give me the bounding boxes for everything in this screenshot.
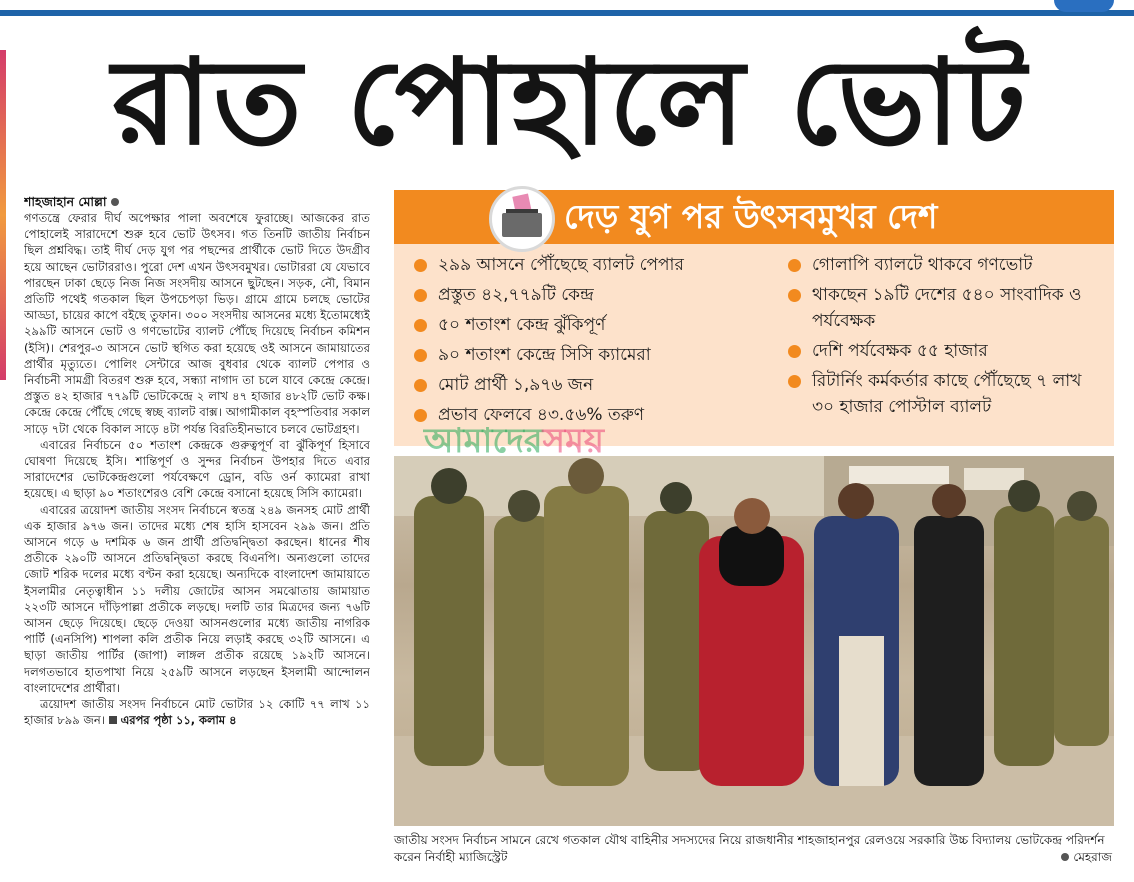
highlight-text: থাকছেন ১৯টি দেশের ৫৪০ সাংবাদিক ও পর্যবেক্ষক xyxy=(812,285,1082,331)
highlight-item xyxy=(412,252,772,278)
bullet-dot-icon xyxy=(788,345,801,358)
headline: রাত পোহালে ভোট xyxy=(112,32,1028,171)
highlights-title: দেড় যুগ পর উৎসবমুখর দেশ xyxy=(564,197,938,236)
ballot-box-shape xyxy=(502,213,542,237)
bullet-dot-icon xyxy=(414,289,427,302)
highlight-item xyxy=(786,368,1106,420)
ballot-box-icon xyxy=(489,186,555,252)
highlight-item xyxy=(412,372,772,398)
adjacent-column-edge xyxy=(0,50,6,380)
highlights-right-list xyxy=(786,252,1106,424)
highlight-item xyxy=(412,312,772,338)
continuation-jump[interactable] xyxy=(109,713,237,727)
bullet-dot-icon xyxy=(414,349,427,362)
article-paragraph: এবারের নির্বাচনে ৫০ শতাংশ কেন্দ্রকে গুরুত্বপূর্ণ বা ঝুঁকিপূর্ণ হিসাবে ঘোষণা দিয়েছে ইসি। শান্তিপূর্ণ ও সুন্দর নির্বাচন উপহার দিতে এবার সারাদেশের ভোটকেন্দ্রগুলো পর্যবেক্ষণে ড্রোন, বডি ওর্ন ক্যামেরা রাখা হয়েছে। এ ছাড়া ৯০ শতাংশেরও বেশি কেন্দ্রে বসানো হয়েছে সিসি ক্যামেরা। xyxy=(24,437,370,501)
highlight-text: ৫০ শতাংশ কেন্দ্র ঝুঁকিপূর্ণ xyxy=(438,315,606,335)
jump-text: এরপর পৃষ্ঠা ১১, কলাম ৪ xyxy=(120,713,237,728)
highlight-text: প্রস্তুত ৪২,৭৭৯টি কেন্দ্র xyxy=(438,285,594,305)
byline-name: শাহজাহান মোল্লা xyxy=(24,194,107,209)
photo-credit xyxy=(1061,849,1112,869)
publisher-watermark xyxy=(424,418,724,464)
corner-photo xyxy=(1054,0,1114,12)
credit-text: মেহরাজ xyxy=(1073,850,1112,864)
highlight-item xyxy=(412,282,772,308)
bullet-dot-icon xyxy=(414,319,427,332)
article-paragraph-text: ত্রয়োদশ জাতীয় সংসদ নির্বাচনে মোট ভোটার ১২ কোটি ৭৭ লাখ ১১ হাজার ৮৯৯ জন। xyxy=(24,697,370,728)
highlight-item xyxy=(786,252,1106,278)
highlight-text: ৯০ শতাংশ কেন্দ্রে সিসি ক্যামেরা xyxy=(438,345,651,365)
watermark-part-a: আমাদের xyxy=(424,421,543,461)
highlight-text: প্রভাব ফেলবে ৪৩.৫৬% তরুণ xyxy=(438,405,645,425)
highlight-text: ২৯৯ আসনে পৌঁছেছে ব্যালট পেপার xyxy=(438,255,684,275)
highlights-box xyxy=(394,190,1114,446)
highlight-item xyxy=(786,338,1106,364)
highlight-item xyxy=(412,342,772,368)
news-photo xyxy=(394,456,1114,826)
article-paragraph-last xyxy=(24,696,370,728)
top-rule xyxy=(0,10,1134,16)
byline-dot-icon xyxy=(111,198,119,206)
article-paragraph: গণতন্ত্রে ফেরার দীর্ঘ অপেক্ষার পালা অবশেষে ফুরাচ্ছে। আজকের রাত পোহালেই সারাদেশে শুরু হবে ভোট উৎসব। গত তিনটি জাতীয় নির্বাচন ছিল প্রশ্নবিদ্ধ। তাই দীর্ঘ দেড় যুগ পর পছন্দের প্রার্থীকে ভোট দিতে উদগ্রীব হয়ে আছেন ভোটাররাও। পুরো দেশ এখন উৎসবমুখর। ভোটাররা যে যেভাবে পারছেন ঢাকা ছেড়ে নিজ নিজ সংসদীয় আসনে ছুটছেন। সড়ক, নৌ, বিমান প্রতিটি পথেই গতকাল ছিল উপচেপড়া ভিড়। গ্রামে গ্রামে চলছে ভোটের আড্ডা, চায়ের কাপে বইছে তুফান। ৩০০ সংসদীয় আসনের মধ্যে ইতোমধ্যেই ২৯৯টি আসনে ভোট ও গণভোটের ব্যালট পৌঁছে দিয়েছে নির্বাচন কমিশন (ইসি)। শেরপুর-৩ আসনে ভোট স্থগিত করা হয়েছে ওই আসনে জামায়াতের প্রার্থীর মৃত্যুতে। পোলিং সেন্টারে আজ বুধবার থেকে ব্যালট পেপার ও নির্বাচনী সামগ্রী বিতরণ শুরু হবে, সন্ধ্যা নাগাদ তা চলে যাবে কেন্দ্রে কেন্দ্রে। প্রস্তুত ৪২ হাজার ৭৭৯টি ভোটকেন্দ্রে ২ লাখ ৪৭ হাজার ৪৮২টি ভোট কক্ষ। কেন্দ্রে কেন্দ্রে পৌঁছে গেছে স্বচ্ছ ব্যালট বাক্স। আগামীকাল বৃহস্পতিবার সকাল সাড়ে ৭টা থেকে বিকাল সাড়ে ৪টা পর্যন্ত বিরতিহীনভাবে চলবে ভোটগ্রহণ। xyxy=(24,211,370,436)
highlight-item xyxy=(786,282,1106,334)
highlights-left-list xyxy=(412,252,772,432)
photo-banner xyxy=(849,466,949,484)
highlight-text: দেশি পর্যবেক্ষক ৫৫ হাজার xyxy=(812,341,988,361)
watermark-part-b: সময় xyxy=(542,421,604,461)
bullet-dot-icon xyxy=(414,379,427,392)
bullet-dot-icon xyxy=(414,259,427,272)
bullet-dot-icon xyxy=(788,289,801,302)
photo-caption: জাতীয় সংসদ নির্বাচন সামনে রেখে গতকাল যৌথ বাহিনীর সদস্যদের নিয়ে রাজধানীর শাহজাহানপুর রেলওয়ে সরকারি উচ্চ বিদ্যালয় ভোটকেন্দ্র পরিদর্শন করেন নির্বাহী ম্যাজিস্ট্রেট xyxy=(394,833,1105,864)
jump-square-icon xyxy=(109,716,117,724)
highlight-text: রিটার্নিং কর্মকর্তার কাছে পৌঁছেছে ৭ লাখ ৩০ হাজার পোস্টাল ব্যালট xyxy=(812,371,1082,417)
bullet-dot-icon xyxy=(788,259,801,272)
highlights-header xyxy=(394,190,1114,244)
photo-illustration xyxy=(394,456,1114,826)
bullet-dot-icon xyxy=(788,375,801,388)
byline xyxy=(24,193,370,210)
credit-dot-icon xyxy=(1061,853,1069,861)
highlight-text: মোট প্রার্থী ১,৯৭৬ জন xyxy=(438,375,594,395)
crowd-figures xyxy=(414,458,1109,786)
article-body xyxy=(24,193,370,873)
highlight-text: গোলাপি ব্যালটে থাকবে গণভোট xyxy=(812,255,1033,275)
article-paragraph: এবারের ত্রয়োদশ জাতীয় সংসদ নির্বাচনে স্বতন্ত্র ২৪৯ জনসহ মোট প্রার্থী এক হাজার ৯৭৬ জন। তাদের মধ্যে শেষ হাসি হাসবেন ২৯৯ জন। প্রতি আসনে গড়ে ৬ দশমিক ৬ জন প্রার্থী প্রতিদ্বন্দ্বিতা করছেন। ধানের শীষ প্রতীকে ২৯০টি আসনে প্রতিদ্বন্দ্বিতা করছে বিএনপি। অন্যগুলো তাদের জোট শরিক দলের মধ্যে বণ্টন করা হয়েছে। অন্যদিকে বাংলাদেশ জামায়াতে ইসলামীর নেতৃত্বাধীন ১১ দলীয় জোটের আসন সমঝোতায় জামায়াত ২২৩টি আসনে দাঁড়িপাল্লা প্রতীকে লড়ছে। দলটি তার মিত্রদের জন্য ৭৬টি আসন ছেড়ে দিয়েছে। ছেড়ে দেওয়া আসনগুলোর মধ্যে জাতীয় নাগরিক পার্টি (এনসিপি) শাপলা কলি প্রতীক নিয়ে লড়াই করছে ৩২টি আসনে। এ ছাড়া জাতীয় পার্টির (জাপা) লাঙ্গল প্রতীক রয়েছে ১৯২টি আসনে। দলগতভাবে হাতপাখা নিয়ে ২৫৯টি আসনে লড়ছেন ইসলামী আন্দোলন বাংলাদেশের প্রার্থীরা। xyxy=(24,502,370,695)
